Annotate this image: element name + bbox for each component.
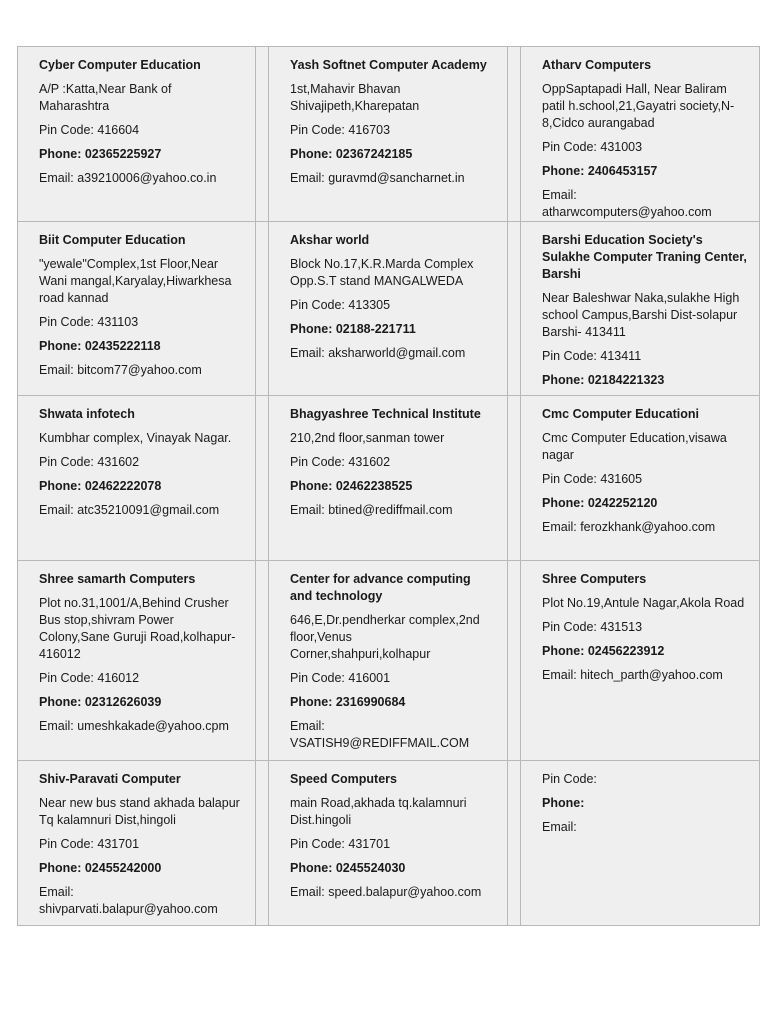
pin-code-value: 413411 <box>600 349 642 363</box>
pin-code-line <box>39 836 243 853</box>
pin-code-label: Pin Code: <box>290 837 349 851</box>
phone-value: 02462238525 <box>335 479 413 493</box>
email-label: Email: <box>542 520 581 534</box>
email-value: umeshkakade@yahoo.cpm <box>77 719 229 733</box>
institute-address: 1st,Mahavir Bhavan Shivajipeth,Kharepatan <box>290 82 420 113</box>
email-value: shivparvati.balapur@yahoo.com <box>39 902 218 916</box>
phone-line <box>542 643 747 660</box>
pin-code-label: Pin Code: <box>39 123 98 137</box>
pin-code-label: Pin Code: <box>290 671 349 685</box>
address-label <box>521 396 760 561</box>
phone-line <box>290 860 495 877</box>
address-label <box>269 761 508 926</box>
address-label-empty <box>521 761 760 926</box>
institute-name: Shree samarth Computers <box>39 572 196 586</box>
institute-address: main Road,akhada tq.kalamnuri Dist.hingoli <box>290 796 467 827</box>
address-label <box>269 222 508 396</box>
phone-value: 0242252120 <box>587 496 658 510</box>
institute-name: Speed Computers <box>290 772 397 786</box>
phone-value: 2316990684 <box>335 695 406 709</box>
email-line <box>542 667 747 684</box>
pin-code-label: Pin Code: <box>542 620 601 634</box>
label-row <box>18 396 760 561</box>
email-label: Email: <box>39 503 78 517</box>
address-label <box>269 47 508 222</box>
institute-address: Near new bus stand akhada balapur Tq kalamnuri Dist,hingoli <box>39 796 240 827</box>
institute-name: Cmc Computer Educationi <box>542 407 699 421</box>
pin-code-value: 416703 <box>348 123 391 137</box>
column-gap <box>256 222 269 396</box>
institute-address: "yewale"Complex,1st Floor,Near Wani mangal,Karyalay,Hiwarkhesa road kannad <box>39 257 232 305</box>
institute-name: Atharv Computers <box>542 58 652 72</box>
label-row <box>18 222 760 396</box>
phone-line <box>39 860 243 877</box>
phone-value: 02184221323 <box>587 373 665 387</box>
column-gap <box>508 761 521 926</box>
pin-code-line <box>290 670 495 687</box>
email-label: Email: <box>290 503 329 517</box>
email-line <box>290 718 495 752</box>
address-label <box>521 47 760 222</box>
column-gap <box>508 561 521 761</box>
pin-code-value: 431602 <box>348 455 391 469</box>
phone-label: Phone: <box>290 695 336 709</box>
email-value: btined@rediffmail.com <box>328 503 453 517</box>
phone-line <box>39 338 243 355</box>
institute-name: Shree Computers <box>542 572 647 586</box>
institute-name: Cyber Computer Education <box>39 58 201 72</box>
email-line <box>542 819 747 836</box>
pin-code-line <box>39 122 243 139</box>
email-line <box>290 170 495 187</box>
pin-code-line <box>290 122 495 139</box>
pin-code-label: Pin Code: <box>39 315 98 329</box>
institute-address: A/P :Katta,Near Bank of Maharashtra <box>39 82 172 113</box>
label-row <box>18 761 760 926</box>
column-gap <box>508 396 521 561</box>
email-value: aksharworld@gmail.com <box>328 346 466 360</box>
pin-code-value: 416604 <box>97 123 140 137</box>
pin-code-label: Pin Code: <box>39 837 98 851</box>
institute-address: Plot no.31,1001/A,Behind Crusher Bus stop,shivram Power Colony,Sane Guruji Road,kolhapur-416012 <box>39 596 236 661</box>
phone-value: 02435222118 <box>84 339 161 353</box>
email-label: Email: <box>290 171 329 185</box>
phone-value: 02312626039 <box>84 695 162 709</box>
phone-label: Phone: <box>39 339 85 353</box>
email-line <box>542 187 747 221</box>
email-value: a39210006@yahoo.co.in <box>77 171 217 185</box>
email-line <box>39 362 243 379</box>
email-label: Email: <box>39 171 78 185</box>
phone-line <box>290 321 495 338</box>
email-value: guravmd@sancharnet.in <box>328 171 465 185</box>
pin-code-value: 416001 <box>348 671 391 685</box>
email-label: Email: <box>39 363 78 377</box>
phone-value: 02456223912 <box>587 644 665 658</box>
institute-name: Biit Computer Education <box>39 233 186 247</box>
label-row <box>18 47 760 222</box>
pin-code-label: Pin Code: <box>290 298 349 312</box>
phone-line <box>542 372 747 389</box>
email-line <box>290 884 495 901</box>
column-gap <box>508 47 521 222</box>
email-line <box>39 884 243 918</box>
email-label: Email: <box>290 346 329 360</box>
pin-code-label: Pin Code: <box>542 772 597 786</box>
address-label <box>521 222 760 396</box>
institute-name: Barshi Education Society's Sulakhe Computer Traning Center, Barshi <box>542 233 747 281</box>
phone-label: Phone: <box>39 695 85 709</box>
column-gap <box>256 47 269 222</box>
institute-address: 646,E,Dr.pendherkar complex,2nd floor,Venus Corner,shahpuri,kolhapur <box>290 613 480 661</box>
email-label: Email: <box>39 885 74 899</box>
email-line <box>39 718 243 735</box>
pin-code-line <box>290 454 495 471</box>
email-line <box>542 519 747 536</box>
phone-line <box>39 146 243 163</box>
pin-code-label: Pin Code: <box>39 455 98 469</box>
pin-code-line <box>542 139 747 156</box>
institute-address: 210,2nd floor,sanman tower <box>290 431 445 445</box>
phone-label: Phone: <box>542 496 588 510</box>
email-value: speed.balapur@yahoo.com <box>328 885 482 899</box>
institute-address: Block No.17,K.R.Marda Complex Opp.S.T stand MANGALWEDA <box>290 257 474 288</box>
pin-code-value: 431605 <box>600 472 643 486</box>
email-label: Email: <box>542 820 577 834</box>
column-gap <box>256 561 269 761</box>
institute-name: Center for advance computing and technology <box>290 572 471 603</box>
email-label: Email: <box>39 719 78 733</box>
institute-name: Akshar world <box>290 233 370 247</box>
email-value: ferozkhank@yahoo.com <box>580 520 716 534</box>
pin-code-value: 413305 <box>348 298 391 312</box>
pin-code-label: Pin Code: <box>542 472 601 486</box>
pin-code-value: 431003 <box>600 140 643 154</box>
phone-value: 02188-221711 <box>335 322 416 336</box>
label-row <box>18 561 760 761</box>
pin-code-value: 431701 <box>348 837 391 851</box>
phone-label: Phone: <box>542 796 585 810</box>
pin-code-line <box>542 348 747 365</box>
email-label: Email: <box>290 885 329 899</box>
address-label <box>269 561 508 761</box>
email-label: Email: <box>542 188 577 202</box>
institute-address: Near Baleshwar Naka,sulakhe High school Campus,Barshi Dist-solapur Barshi- 413411 <box>542 291 740 339</box>
phone-label: Phone: <box>290 147 336 161</box>
address-labels-grid <box>17 46 760 926</box>
institute-address: OppSaptapadi Hall, Near Baliram patil h.school,21,Gayatri society,N-8,Cidco aurangabad <box>542 82 735 130</box>
column-gap <box>256 396 269 561</box>
phone-label: Phone: <box>290 479 336 493</box>
pin-code-line <box>542 619 747 636</box>
pin-code-line <box>290 297 495 314</box>
pin-code-value: 416012 <box>97 671 140 685</box>
pin-code-line <box>39 670 243 687</box>
institute-name: Shwata infotech <box>39 407 135 421</box>
email-value: atharwcomputers@yahoo.com <box>542 205 712 219</box>
phone-value: 02367242185 <box>335 147 413 161</box>
phone-label: Phone: <box>290 322 336 336</box>
address-label <box>521 561 760 761</box>
pin-code-value: 431103 <box>97 315 139 329</box>
email-line <box>39 502 243 519</box>
phone-line <box>39 694 243 711</box>
phone-value: 02462222078 <box>84 479 162 493</box>
column-gap <box>256 761 269 926</box>
institute-name: Shiv-Paravati Computer <box>39 772 181 786</box>
phone-label: Phone: <box>290 861 336 875</box>
email-value: VSATISH9@REDIFFMAIL.COM <box>290 736 470 750</box>
address-label <box>269 396 508 561</box>
address-label <box>18 761 256 926</box>
column-gap <box>508 222 521 396</box>
phone-line <box>290 694 495 711</box>
pin-code-label: Pin Code: <box>542 349 601 363</box>
address-label <box>18 222 256 396</box>
pin-code-label: Pin Code: <box>39 671 98 685</box>
institute-address: Cmc Computer Education,visawa nagar <box>542 431 727 462</box>
pin-code-line <box>39 454 243 471</box>
email-value: hitech_parth@yahoo.com <box>580 668 723 682</box>
phone-line <box>290 146 495 163</box>
phone-value: 02455242000 <box>84 861 162 875</box>
phone-label: Phone: <box>542 164 588 178</box>
email-line <box>39 170 243 187</box>
address-label <box>18 47 256 222</box>
phone-label: Phone: <box>39 479 85 493</box>
email-label: Email: <box>542 668 581 682</box>
pin-code-label: Pin Code: <box>290 123 349 137</box>
email-label: Email: <box>290 719 325 733</box>
phone-line <box>542 495 747 512</box>
pin-code-line <box>39 314 243 331</box>
pin-code-value: 431602 <box>97 455 140 469</box>
pin-code-line <box>290 836 495 853</box>
address-label <box>18 396 256 561</box>
institute-address: Kumbhar complex, Vinayak Nagar. <box>39 431 232 445</box>
phone-label: Phone: <box>542 373 588 387</box>
phone-line <box>290 478 495 495</box>
institute-name: Bhagyashree Technical Institute <box>290 407 481 421</box>
email-line <box>290 502 495 519</box>
pin-code-label: Pin Code: <box>290 455 349 469</box>
phone-label: Phone: <box>39 147 85 161</box>
phone-line <box>542 163 747 180</box>
phone-line <box>542 795 747 812</box>
phone-value: 0245524030 <box>335 861 406 875</box>
phone-line <box>39 478 243 495</box>
email-value: bitcom77@yahoo.com <box>77 363 202 377</box>
phone-label: Phone: <box>39 861 85 875</box>
phone-value: 02365225927 <box>84 147 162 161</box>
pin-code-value: 431513 <box>600 620 643 634</box>
phone-label: Phone: <box>542 644 588 658</box>
pin-code-line <box>542 471 747 488</box>
pin-code-label: Pin Code: <box>542 140 601 154</box>
email-line <box>290 345 495 362</box>
email-value: atc35210091@gmail.com <box>77 503 220 517</box>
pin-code-value: 431701 <box>97 837 140 851</box>
institute-name: Yash Softnet Computer Academy <box>290 58 487 72</box>
address-label <box>18 561 256 761</box>
institute-address: Plot No.19,Antule Nagar,Akola Road <box>542 596 745 610</box>
phone-value: 2406453157 <box>587 164 658 178</box>
pin-code-line <box>542 771 747 788</box>
